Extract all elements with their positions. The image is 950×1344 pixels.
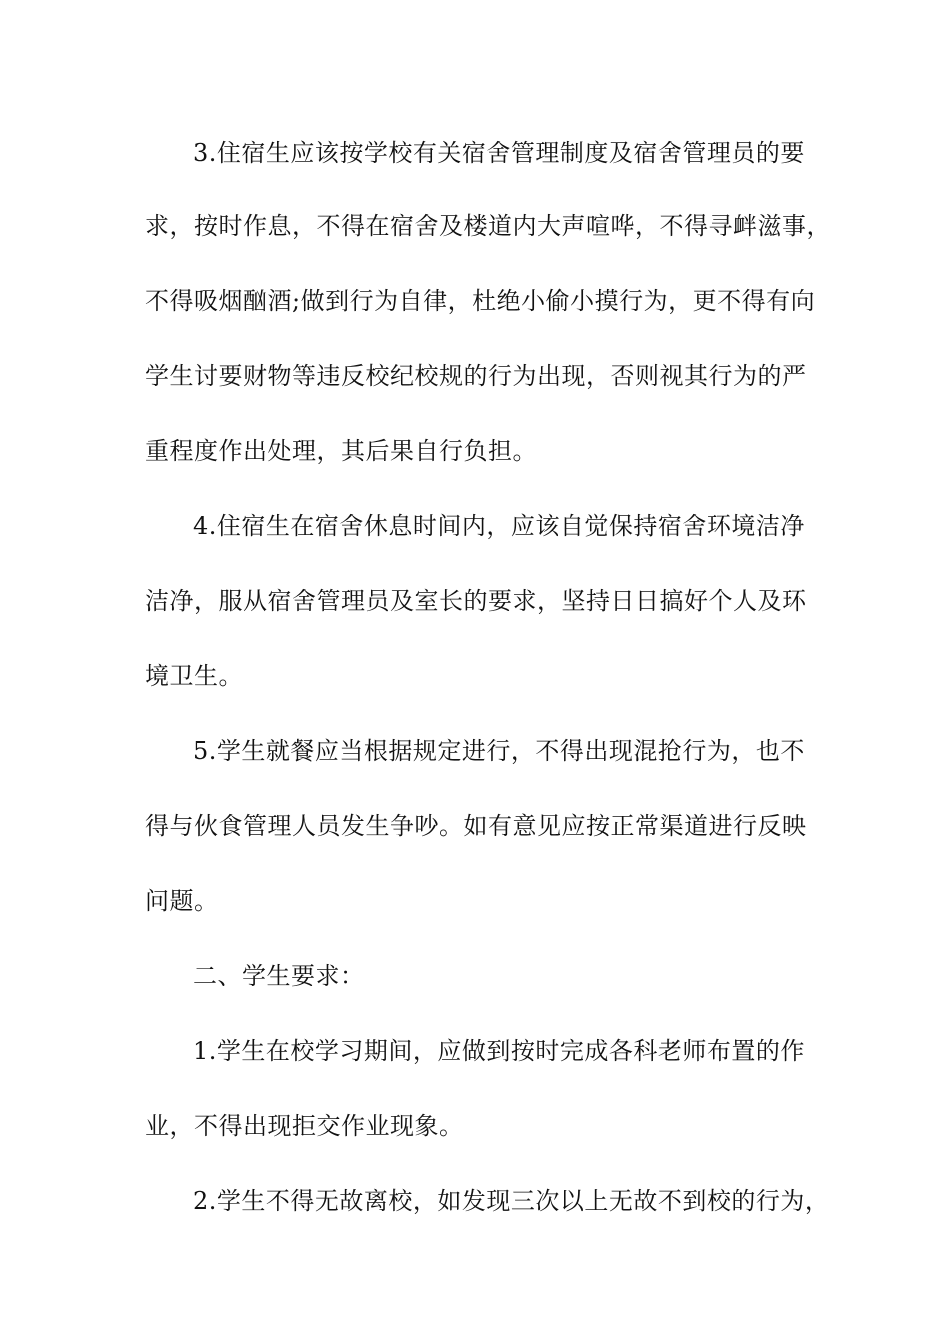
text-line: 学生讨要财物等违反校纪校规的行为出现，否则视其行为的严 (145, 362, 807, 390)
text-line: 4.住宿生在宿舍休息时间内，应该自觉保持宿舍环境洁净 (193, 512, 805, 540)
text-line: 业，不得出现拒交作业现象。 (145, 1112, 464, 1140)
text-line: 得与伙食管理人员发生争吵。如有意见应按正常渠道进行反映 (145, 812, 807, 840)
text-line: 3.住宿生应该按学校有关宿舍管理制度及宿舍管理员的要 (193, 139, 805, 167)
text-line: 求，按时作息，不得在宿舍及楼道内大声喧哗，不得寻衅滋事， (145, 212, 831, 240)
text-line: 问题。 (145, 887, 219, 915)
text-line: 重程度作出处理，其后果自行负担。 (145, 437, 537, 465)
section-heading: 二、学生要求： (193, 962, 365, 990)
text-line: 不得吸烟酗酒;做到行为自律，杜绝小偷小摸行为，更不得有向 (145, 287, 816, 315)
text-line: 境卫生。 (145, 662, 243, 690)
text-line: 1.学生在校学习期间，应做到按时完成各科老师布置的作 (193, 1037, 805, 1065)
text-line: 2.学生不得无故离校，如发现三次以上无故不到校的行为， (193, 1187, 830, 1215)
text-line: 洁净，服从宿舍管理员及室长的要求，坚持日日搞好个人及环 (145, 587, 807, 615)
text-line: 5.学生就餐应当根据规定进行，不得出现混抢行为，也不 (193, 737, 805, 765)
